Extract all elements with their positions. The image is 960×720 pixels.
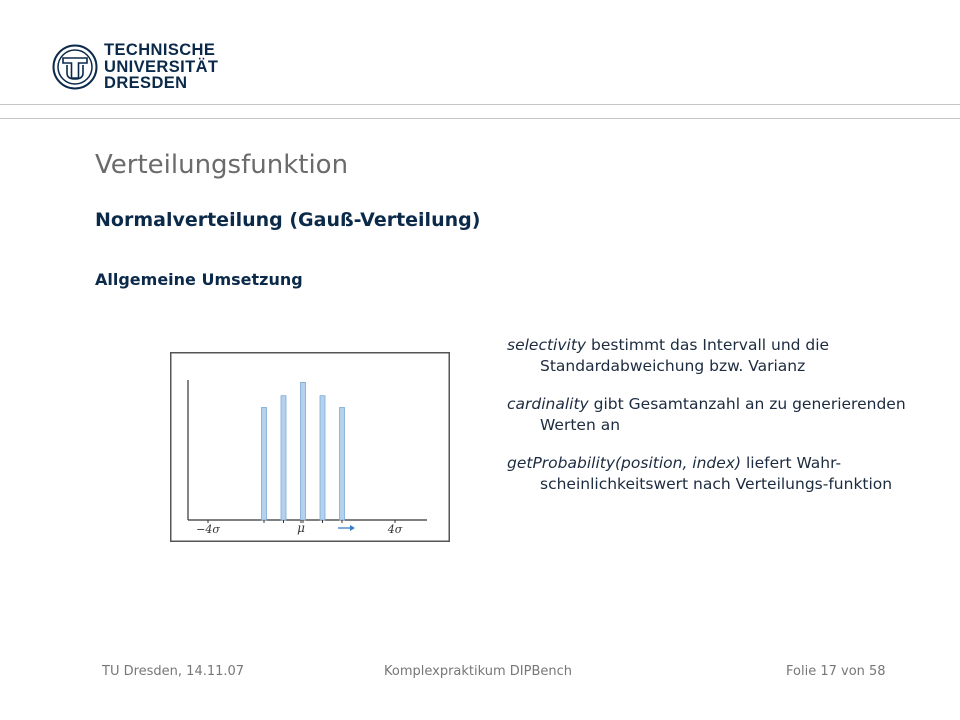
slide-subtitle: Normalverteilung (Gauß-Verteilung) <box>95 209 481 231</box>
logo-line-3: DRESDEN <box>104 74 188 92</box>
normal-distribution-figure <box>170 352 450 546</box>
tu-dresden-logo <box>52 42 218 92</box>
tu-seal-icon <box>52 44 98 90</box>
logo-wordmark <box>104 42 218 92</box>
tick-label-right: 4σ <box>387 523 403 536</box>
bullet-text: gibt Gesamtanzahl an zu generierenden Werten an <box>540 395 906 434</box>
footer-page-number: Folie 17 von 58 <box>786 664 886 679</box>
bullet-getprobability <box>507 453 947 494</box>
bullet-text: liefert Wahr-scheinlichkeitswert nach Verteilungs-funktion <box>540 454 893 493</box>
bullet-term: cardinality <box>507 395 589 413</box>
bullet-term: getProbability(position, index) <box>507 454 742 472</box>
tick-label-center: μ <box>297 521 305 535</box>
bullet-cardinality <box>507 394 947 435</box>
section-heading: Allgemeine Umsetzung <box>95 270 303 289</box>
figure-frame <box>171 353 450 542</box>
distribution-bar <box>262 408 267 521</box>
header-rule-bottom <box>0 118 960 119</box>
logo-line-1: TECHNISCHE <box>104 41 216 59</box>
slide-title: Verteilungsfunktion <box>95 150 349 180</box>
distribution-chart <box>170 352 450 542</box>
tick-label-left: −4σ <box>196 523 220 536</box>
distribution-bar <box>320 396 325 520</box>
bullet-selectivity <box>507 335 947 376</box>
bullet-list <box>507 335 947 512</box>
distribution-bar <box>340 408 345 521</box>
distribution-bar <box>301 382 306 520</box>
bullet-term: selectivity <box>507 336 587 354</box>
footer-date: TU Dresden, 14.11.07 <box>102 664 245 679</box>
header-rule-top <box>0 104 960 105</box>
distribution-bar <box>281 396 286 520</box>
bullet-text: bestimmt das Intervall und die Standardabweichung bzw. Varianz <box>540 336 830 375</box>
footer-course: Komplexpraktikum DIPBench <box>384 664 573 679</box>
logo-line-2: UNIVERSITÄT <box>104 57 219 76</box>
